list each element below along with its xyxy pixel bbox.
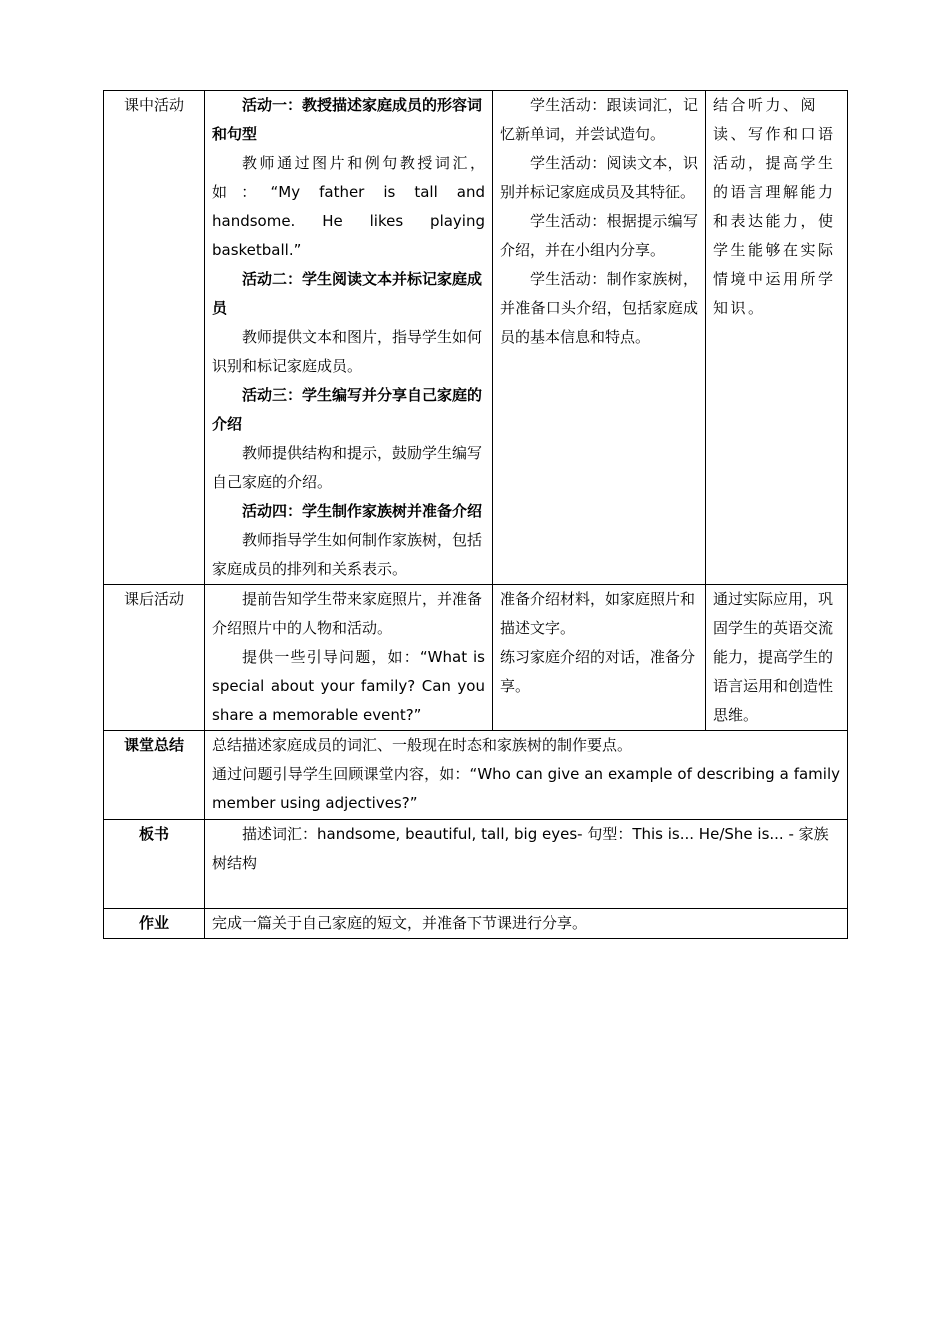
summary-content xyxy=(205,731,848,820)
activity-heading: 活动三：学生编写并分享自己家庭的介绍 xyxy=(212,386,483,433)
row-after-class xyxy=(104,585,848,731)
activity-text: 教师提供结构和提示，鼓励学生编写自己家庭的介绍。 xyxy=(212,444,483,491)
lesson-plan-table xyxy=(103,90,848,939)
activity-heading: 活动四：学生制作家族树并准备介绍 xyxy=(242,502,483,520)
homework-content: 完成一篇关于自己家庭的短文，并准备下节课进行分享。 xyxy=(205,909,848,939)
board-text: 描述词汇：handsome, beautiful, tall, big eyes- 句型：This is... He/She is... - 家族树结构 xyxy=(212,825,829,872)
design-intent-after-class: 通过实际应用，巩固学生的英语交流能力，提高学生的语言运用和创造性思维。 xyxy=(706,585,848,731)
teacher-activities-in-class xyxy=(205,91,493,585)
activity-heading: 活动一：教授描述家庭成员的形容词和句型 xyxy=(212,96,483,143)
activity-text: 教师指导学生如何制作家族树，包括家庭成员的排列和关系表示。 xyxy=(212,531,483,578)
student-activity: 练习家庭介绍的对话，准备分享。 xyxy=(500,648,696,695)
student-activity: 学生活动：跟读词汇，记忆新单词，并尝试造句。 xyxy=(500,96,698,143)
student-activities-after-class xyxy=(493,585,706,731)
row-label-homework: 作业 xyxy=(104,909,205,939)
student-activities-in-class xyxy=(493,91,706,585)
teacher-activities-after-class xyxy=(205,585,493,731)
activity-text: 提供一些引导问题，如：“What is special about your family? Can you share a memorable event?” xyxy=(212,648,485,724)
row-label-after-class: 课后活动 xyxy=(104,585,205,731)
row-in-class xyxy=(104,91,848,585)
activity-heading: 活动二：学生阅读文本并标记家庭成员 xyxy=(212,270,483,317)
student-activity: 学生活动：制作家族树，并准备口头介绍，包括家庭成员的基本信息和特点。 xyxy=(500,270,698,346)
board-content xyxy=(205,820,848,909)
row-summary xyxy=(104,731,848,820)
student-activity: 学生活动：根据提示编写介绍，并在小组内分享。 xyxy=(500,212,698,259)
row-label-in-class: 课中活动 xyxy=(104,91,205,585)
activity-text: 提前告知学生带来家庭照片，并准备介绍照片中的人物和活动。 xyxy=(212,590,483,637)
student-activity: 准备介绍材料，如家庭照片和描述文字。 xyxy=(500,590,696,637)
row-board xyxy=(104,820,848,909)
activity-text: 教师提供文本和图片，指导学生如何识别和标记家庭成员。 xyxy=(212,328,483,375)
row-homework xyxy=(104,909,848,939)
summary-line: 通过问题引导学生回顾课堂内容，如：“Who can give an example of describing a family member using adjectives?” xyxy=(212,765,840,812)
design-intent-in-class: 结合听力、阅读、写作和口语活动，提高学生的语言理解能力和表达能力，使学生能够在实际情境中运用所学知识。 xyxy=(706,91,848,585)
row-label-summary: 课堂总结 xyxy=(104,731,205,820)
summary-line: 总结描述家庭成员的词汇、一般现在时态和家族树的制作要点。 xyxy=(212,736,633,754)
row-label-board: 板书 xyxy=(104,820,205,909)
activity-text: 教师通过图片和例句教授词汇，如：“My father is tall and handsome. He likes playing basketball.” xyxy=(212,154,485,259)
student-activity: 学生活动：阅读文本，识别并标记家庭成员及其特征。 xyxy=(500,154,698,201)
